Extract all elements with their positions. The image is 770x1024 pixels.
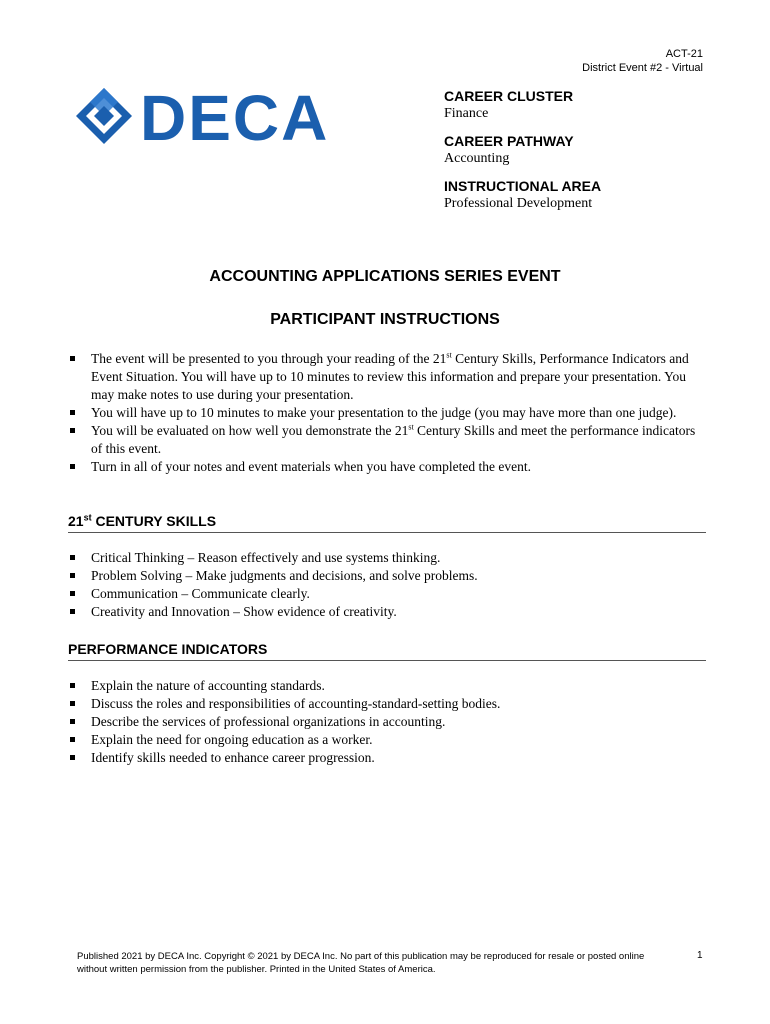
list-item: Communication – Communicate clearly. xyxy=(68,585,708,603)
list-item: Turn in all of your notes and event materials when you have completed the event. xyxy=(68,458,708,476)
bullet-square-icon xyxy=(70,701,75,706)
instructions-list xyxy=(68,350,708,476)
bullet-square-icon xyxy=(70,573,75,578)
career-cluster-value: Finance xyxy=(444,106,489,121)
career-pathway-label: CAREER PATHWAY xyxy=(444,133,574,149)
list-item: Critical Thinking – Reason effectively and use systems thinking. xyxy=(68,549,708,567)
bullet-square-icon xyxy=(70,719,75,724)
bullet-square-icon xyxy=(70,609,75,614)
bullet-square-icon xyxy=(70,591,75,596)
bullet-square-icon xyxy=(70,683,75,688)
skills-list xyxy=(68,549,708,621)
career-cluster-label: CAREER CLUSTER xyxy=(444,88,574,104)
list-item: Explain the nature of accounting standards. xyxy=(68,677,708,695)
list-item: Creativity and Innovation – Show evidence of creativity. xyxy=(68,603,708,621)
event-meta xyxy=(444,88,724,223)
bullet-square-icon xyxy=(70,428,75,433)
list-item: You will be evaluated on how well you demonstrate the 21st Century Skills and meet the performance indicators of this event. xyxy=(68,422,708,458)
event-type: District Event #2 - Virtual xyxy=(582,62,703,74)
list-item: Describe the services of professional organizations in accounting. xyxy=(68,713,708,731)
list-item: The event will be presented to you through your reading of the 21st Century Skills, Performance Indicators and Event Situation. You will have up to 10 minutes to review this information and prepare your presentation. You may make notes to use during your presentation. xyxy=(68,350,708,404)
copyright-footer: Published 2021 by DECA Inc. Copyright © 2021 by DECA Inc. No part of this publication may be reproduced for resale or posted online without written permission from the publisher. Printed in the United States of America. xyxy=(77,951,645,975)
instructional-area-label: INSTRUCTIONAL AREA xyxy=(444,178,602,194)
career-pathway-value: Accounting xyxy=(444,151,510,166)
bullet-square-icon xyxy=(70,737,75,742)
event-code: ACT-21 xyxy=(665,48,703,60)
event-code-block xyxy=(582,47,703,75)
list-item: Explain the need for ongoing education as a worker. xyxy=(68,731,708,749)
list-item: Problem Solving – Make judgments and decisions, and solve problems. xyxy=(68,567,708,585)
bullet-square-icon xyxy=(70,464,75,469)
performance-indicators-list xyxy=(68,677,708,767)
deca-logo-wordmark: DECA xyxy=(140,84,330,154)
instructions-title: PARTICIPANT INSTRUCTIONS xyxy=(270,311,500,328)
instructional-area-value: Professional Development xyxy=(444,196,593,211)
skills-heading: 21st CENTURY SKILLS xyxy=(68,512,706,533)
bullet-square-icon xyxy=(70,755,75,760)
bullet-square-icon xyxy=(70,356,75,361)
list-item: You will have up to 10 minutes to make your presentation to the judge (you may have more than one judge). xyxy=(68,404,708,422)
deca-diamond-icon xyxy=(76,88,132,144)
deca-logo xyxy=(72,84,372,154)
list-item: Identify skills needed to enhance career progression. xyxy=(68,749,708,767)
performance-indicators-heading: PERFORMANCE INDICATORS xyxy=(68,640,706,661)
list-item: Discuss the roles and responsibilities of accounting-standard-setting bodies. xyxy=(68,695,708,713)
event-title: ACCOUNTING APPLICATIONS SERIES EVENT xyxy=(209,268,561,285)
bullet-square-icon xyxy=(70,410,75,415)
page-number: 1 xyxy=(697,950,703,961)
bullet-square-icon xyxy=(70,555,75,560)
